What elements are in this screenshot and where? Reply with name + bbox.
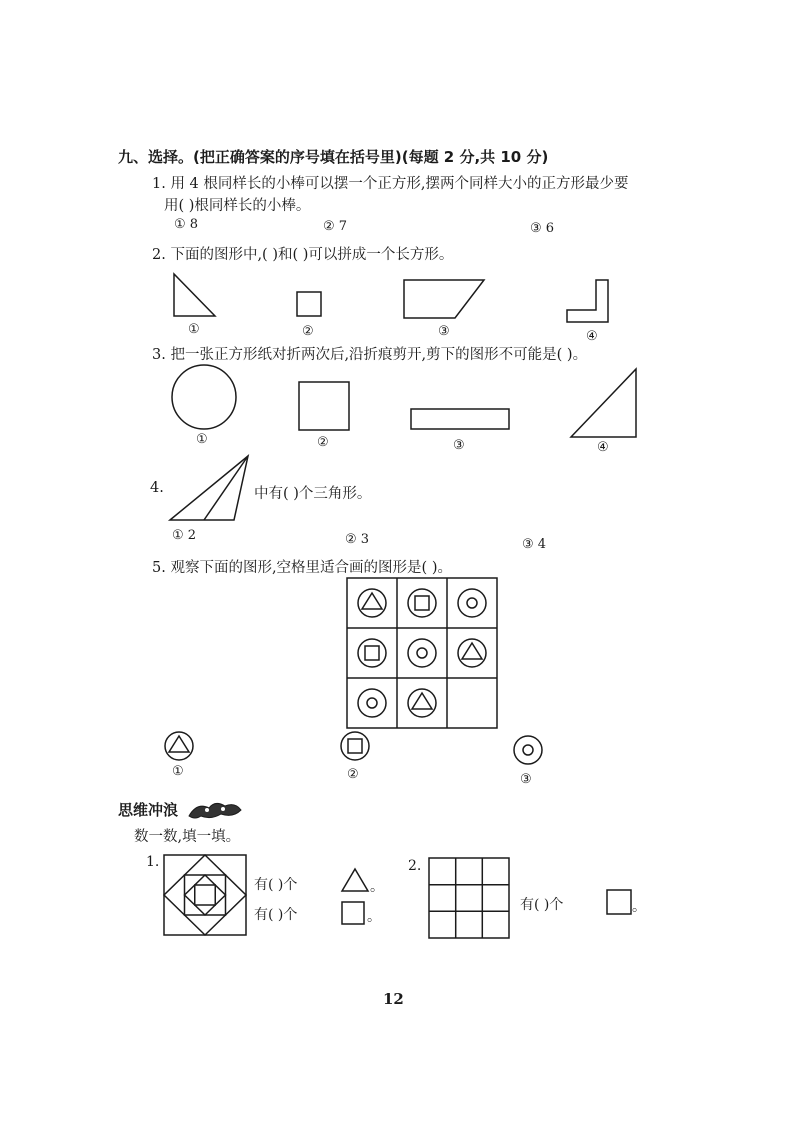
surf-logo-icon [185,798,245,820]
q3-figures [0,365,800,445]
q5-grid [347,578,507,738]
p2-grid-figure [429,858,519,942]
q2-trapezoid-shape [404,280,484,318]
q3-triangle-shape [571,369,636,437]
q3-label-1: ① [196,432,208,447]
p2-number: 2. [408,858,422,874]
square-icon-2 [606,889,634,917]
thinking-subtitle: 数一数,填一填。 [134,829,241,845]
section-title: 九、选择。(把正确答案的序号填在括号里)(每题 2 分,共 10 分) [118,148,549,166]
q1-option-2: ② 7 [323,219,348,234]
q1-option-3: ③ 6 [530,221,555,236]
q2-label-1: ① [188,322,200,337]
q2-label-4: ④ [586,329,598,344]
p1-nested-squares-figure [164,855,254,945]
p2-suffix: 。 [632,899,646,915]
q2-label-3: ③ [438,324,450,339]
page-number: 12 [383,990,404,1008]
p1-line2: 有( )个 [254,907,298,923]
q2-square-shape [297,292,321,316]
p1-number: 1. [146,854,160,870]
q3-label-4: ④ [597,440,609,455]
q4-option-3: ③ 4 [522,537,547,552]
thinking-title: 思维冲浪 [118,801,179,819]
square-icon [341,901,367,927]
q2-label-2: ② [302,324,314,339]
q4-option-2: ② 3 [345,532,370,547]
q5-label-3: ③ [520,772,532,787]
q5-label-2: ② [347,767,359,782]
q4-option-1: ① 2 [172,528,197,543]
p2-text: 有( )个 [520,897,564,913]
triangle-icon [340,867,370,893]
q2-l-shape [567,280,608,322]
q2-figures [0,270,800,330]
q5-label-1: ① [172,764,184,779]
p1-suffix-1: 。 [370,879,384,895]
q3-circle-shape [172,365,236,429]
q4-text: 中有( )个三角形。 [254,486,372,502]
p1-suffix-2: 。 [367,909,381,925]
q1-line1: 1. 用 4 根同样长的小棒可以摆一个正方形,摆两个同样大小的正方形最少要 [152,176,629,192]
q2-text: 2. 下面的图形中,( )和( )可以拼成一个长方形。 [152,247,454,263]
q5-text: 5. 观察下面的图形,空格里适合画的图形是( )。 [152,560,452,576]
q2-triangle-shape [174,274,215,316]
q1-option-1: ① 8 [174,217,199,232]
q3-label-2: ② [317,435,329,450]
q3-square-shape [299,382,349,430]
q1-line2: 用( )根同样长的小棒。 [164,198,311,214]
p1-line1: 有( )个 [254,877,298,893]
q3-label-3: ③ [453,438,465,453]
q5-options-figures [0,728,800,768]
q3-rectangle-shape [411,409,509,429]
q3-text: 3. 把一张正方形纸对折两次后,沿折痕剪开,剪下的图形不可能是( )。 [152,347,588,363]
q4-number: 4. [150,480,164,496]
